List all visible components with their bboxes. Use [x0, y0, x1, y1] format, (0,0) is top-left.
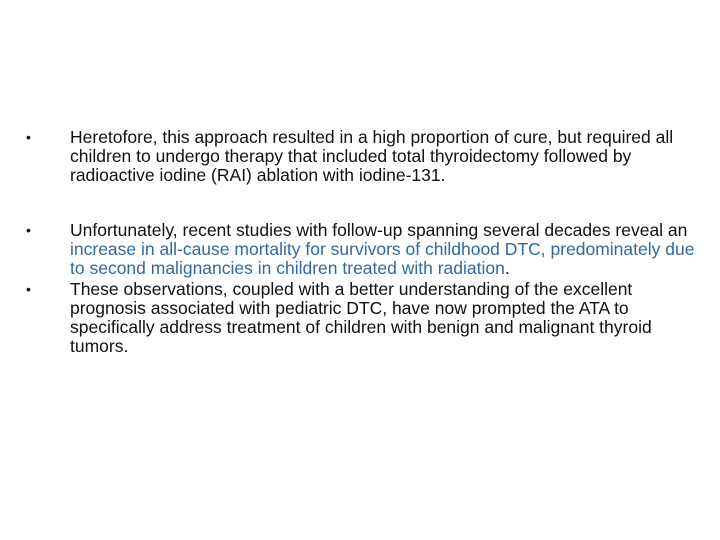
bullet-item — [26, 280, 696, 356]
bullet-item — [26, 221, 696, 278]
bullet-marker: • — [26, 222, 31, 238]
bullet-text-end: . — [504, 258, 510, 278]
bullet-marker: • — [26, 281, 31, 297]
bullet-marker: • — [26, 129, 31, 145]
bullet-text: These observations, coupled with a better understanding of the excellent prognosis associated with pediatric DTC, have now prompted the ATA to specifically address treatment of children with benign and malignant thyroid tumors. — [70, 279, 652, 356]
bullet-item — [26, 128, 696, 185]
bullet-text: Unfortunately, recent studies with follow-up spanning several decades reveal an — [70, 220, 688, 240]
bullet-text: Heretofore, this approach resulted in a high proportion of cure, but required all children to undergo therapy that included total thyroidectomy followed by radioactive iodine (RAI) ablation with iodine-131. — [70, 127, 674, 185]
highlighted-text: increase in all-cause mortality for survivors of childhood DTC, predominately due to second malignancies in children treated with radiation — [70, 239, 695, 278]
bullet-list — [26, 128, 696, 356]
